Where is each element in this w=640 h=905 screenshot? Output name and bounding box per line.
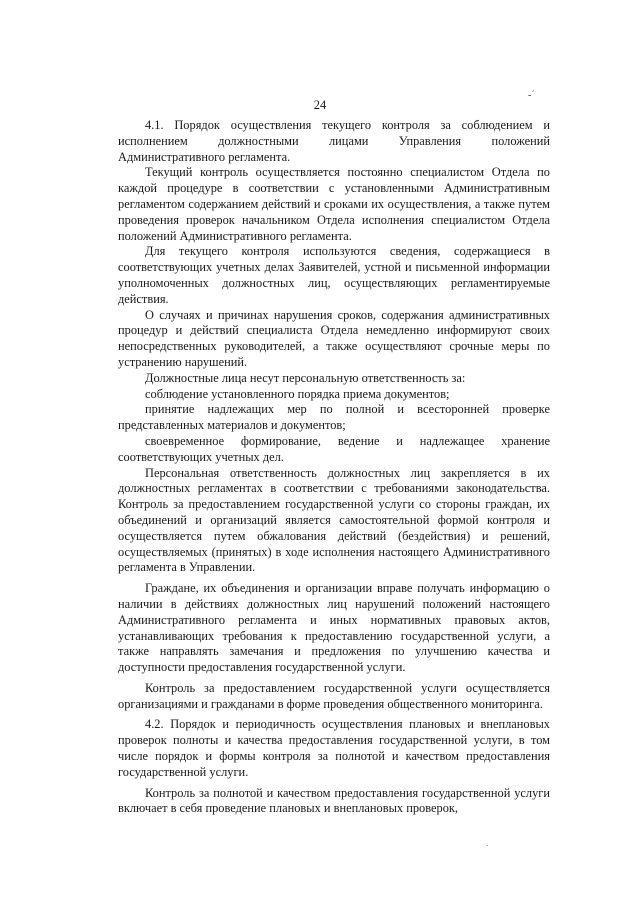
document-body <box>118 118 550 817</box>
paragraph: Для текущего контроля используются сведения, содержащиеся в соответствующих учетных делах Заявителей, устной и письменной информации уполномоченных должностных лиц, осуществляющих регламентируемые действия. <box>118 244 550 306</box>
list-item: принятие надлежащих мер по полной и всесторонней проверке представленных материалов и документов; <box>118 402 550 433</box>
paragraph: Должностные лица несут персональную ответственность за: <box>145 370 466 385</box>
paragraph: О случаях и причинах нарушения сроков, содержания административных процедур и действий специалиста Отдела немедленно информируют своих непосредственных руководителей, а также осуществляют срочные меры по устранению нарушений. <box>118 307 550 369</box>
scan-mark: · <box>486 842 489 850</box>
paragraph: Текущий контроль осуществляется постоянно специалистом Отдела по каждой процедуре в соответствии с установленными Административным регламентом содержанием действий и сроками их осуществления, а также путем проведения проверок начальником Отдела исполнения специалистом Отдела положений Административного регламента. <box>118 165 550 243</box>
paragraph: Граждане, их объединения и организации вправе получать информацию о наличии в действиях должностных лиц нарушений положений настоящего Административного регламента и иных нормативных правовых актов, устанавливающих требования к предоставлению государственной услуги, а также направлять замечания и предложения по улучшению качества и доступности предоставления государственной услуги. <box>118 581 550 675</box>
paragraph: Персональная ответственность должностных лиц закрепляется в их должностных регламентах в соответствии с требованиями законодательства. Контроль за предоставлением государственной услуги со стороны граждан, их объединений и организаций является самостоятельной формой контроля и осуществляется путем обжалования действий (бездействия) и решений, осуществляемых (принятых) в ходе исполнения настоящего Административного регламента в Управлении. <box>118 465 550 575</box>
page-number: 24 <box>313 98 327 112</box>
scan-mark: -ˊ <box>528 90 535 101</box>
paragraph: Контроль за полнотой и качеством предоставления государственной услуги включает в себя проведение плановых и внеплановых проверок, <box>118 785 550 816</box>
paragraph: Контроль за предоставлением государственной услуги осуществляется организациями и гражданами в форме проведения общественного мониторинга. <box>118 680 550 711</box>
section-heading-4-2: 4.2. Порядок и периодичность осуществления плановых и внеплановых проверок полноты и качества предоставления государственной услуги, в том числе порядок и формы контроля за полнотой и качеством предоставления государственной услуги. <box>118 717 550 779</box>
section-heading-4-1: 4.1. Порядок осуществления текущего контроля за соблюдением и исполнением должностными лицами Управления положений Административного регламента. <box>118 118 550 164</box>
list-item: своевременное формирование, ведение и надлежащее хранение соответствующих учетных дел. <box>118 433 550 464</box>
list-item: соблюдение установленного порядка приема документов; <box>145 386 450 401</box>
